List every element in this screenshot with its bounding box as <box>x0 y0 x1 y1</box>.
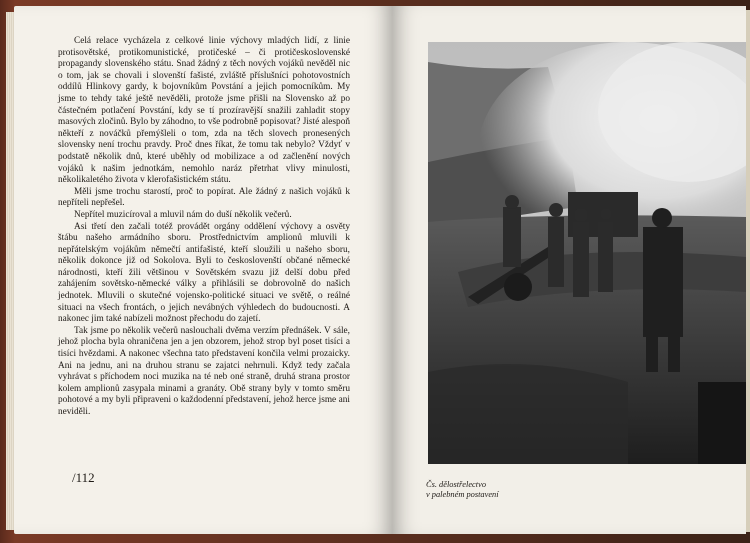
photograph <box>428 42 746 464</box>
caption-line: Čs. dělostřelectvo <box>426 480 487 489</box>
paragraph: Nepřítel muzicíroval a mluvil nám do duší několik večerů. <box>74 209 292 220</box>
photograph-soldiers-with-gun-in-smoke <box>428 42 746 464</box>
photo-caption <box>426 480 556 500</box>
paragraph: Tak jsme po několik večerů naslouchali dvěma verzím přednášek. V sále, jehož plocha byla ohraničena jen a jen obzorem, jehož strop byl poset tisíci a tisíci hvězdami. A nakonec všechna tato představení končila velmi prozaicky. Ani na jednu, ani na druhou stranu se zajatci nehrnuli. Když tedy začala vyhrávat s příchodem noci muzika na té neb oné straně, druhá strana prostor kolem amplionů zasypala minami a granáty. Obě strany byly v tomto směru pohotové a my byli připraveni o každodenní představení, jehož herce jsme ani neviděli. <box>58 325 350 417</box>
caption-line: v palebném postavení <box>426 490 499 499</box>
paragraph: Asi třetí den začali totéž provádět orgány oddělení výchovy a osvěty štábu našeho armádního sboru. Prostřednictvím amplionů mluvili k nepřátelským vojákům němečtí antifašisté, kteří sloužili u našeho sboru, několik dokonce již od Sokolova. Byli to českoslovenští občané německé národnosti, kteří žili většinou v Sovětském svazu již delší dobu před zahájením sovětsko-německé války a přihlásili se dobrovolně do našich jednotek. Mluvili o skutečné vojensko-politické situaci ve světě, o reálné situaci na všech frontách, o jejich nevábných výhledech do budoucnosti. A nakonec jim také nabízeli možnost přechodu do zajetí. <box>58 221 350 325</box>
page-number: /112 <box>72 470 95 485</box>
body-text <box>58 36 350 419</box>
paragraph: Měli jsme trochu starostí, proč to popírat. Ale žádný z našich vojáků k nepříteli nepřešel. <box>58 186 350 209</box>
paragraph: Celá relace vycházela z celkové linie výchovy mladých lidí, z linie protisovětské, protikomunistické, protičeské – či protičeskoslovenské propagandy slovenského státu. Snad žádný z těch nových vojáků nevěděl nic o tom, jak se chovali i slovenští fašisté, zvláště příslušníci pohotovostních oddílů Hlinkovy gardy, k bojovníkům Povstání a jejich pomocníkům. My jsme to tehdy také ještě nevěděli, protože jsme přišli na Slovensko až po částečném potlačení Povstání, kdy se tí prozíravější snažili zahladit stopy masových zločinů. Bylo by záhodno, to vše podrobně popisovat? Jisté alespoň někteří z nováčků přemýšleli o tom, zda na těch slovech pronesených slovensky není trochu pravdy. Proč dnes říkat, že tomu tak nebylo? Vždyť v podstatě několik dnů, které uběhly od mobilizace a od začlenění nových vojáků k našim jednotkám, nemohlo naráz přetrhat vlivy minulosti, několikaletého života v klerofašistickém státu. <box>58 36 350 186</box>
